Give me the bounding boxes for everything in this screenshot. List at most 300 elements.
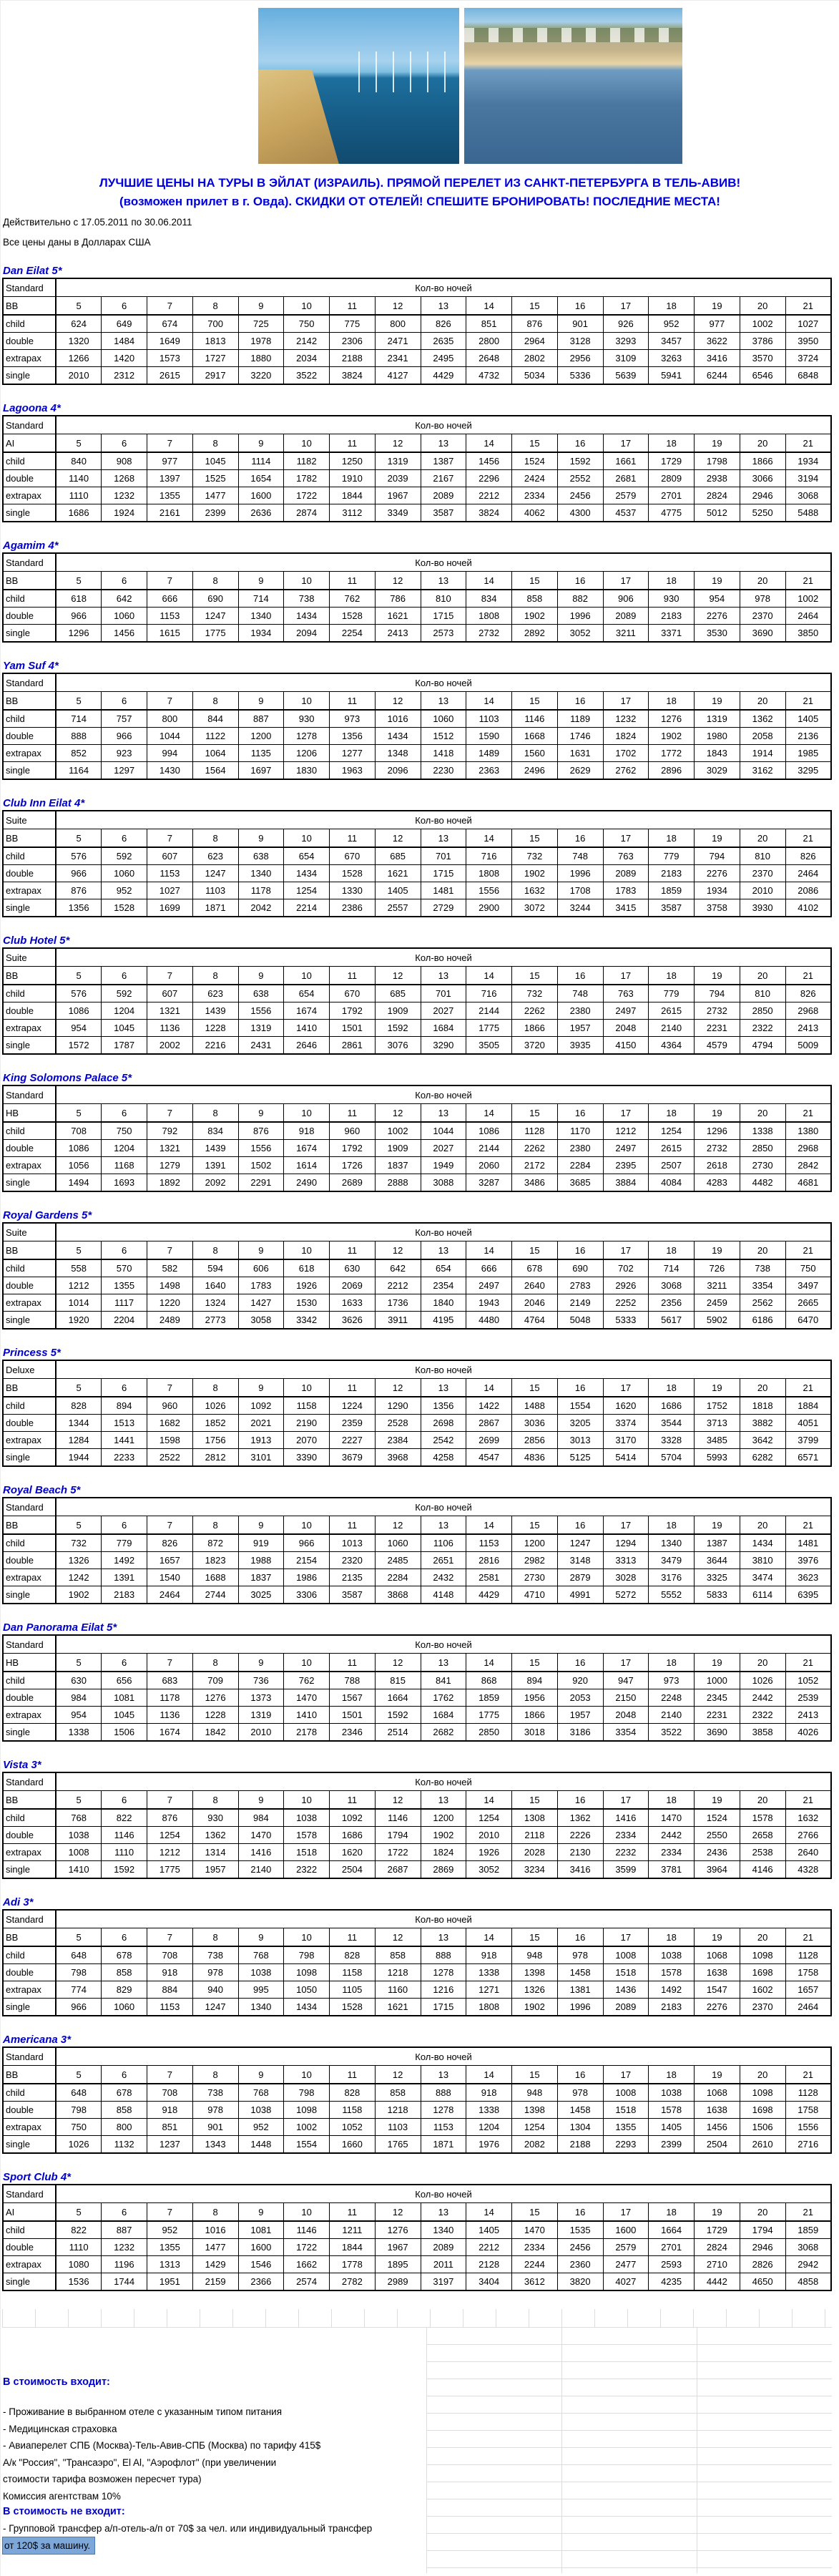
room-type-cell: Standard <box>3 1085 56 1104</box>
price-cell: 2183 <box>102 1586 147 1604</box>
night-count-cell: 8 <box>192 692 238 711</box>
price-row <box>3 847 831 865</box>
night-count-cell: 6 <box>102 1516 147 1535</box>
price-cell: 2744 <box>192 1586 238 1604</box>
price-cell: 1598 <box>147 1432 193 1449</box>
price-cell: 930 <box>284 710 330 728</box>
price-cell: 2442 <box>740 1689 785 1707</box>
row-label-cell: child <box>3 590 56 608</box>
title-line-1: ЛУЧШИЕ ЦЕНЫ НА ТУРЫ В ЭЙЛАТ (ИЗРАИЛЬ). ПРЯМОЙ ПЕРЕЛЕТ ИЗ САНКТ-ПЕТЕРБУРГА В ТЕЛЬ-АВИВ! <box>99 176 741 190</box>
price-cell: 3128 <box>557 333 603 350</box>
price-cell: 618 <box>284 1259 330 1277</box>
night-count-cell: 13 <box>421 1241 466 1260</box>
price-cell: 2489 <box>147 1312 193 1330</box>
price-cell: 592 <box>102 985 147 1002</box>
price-cell: 1944 <box>56 1449 102 1467</box>
night-count-cell: 9 <box>238 1791 284 1810</box>
price-cell: 1381 <box>557 1981 603 1999</box>
price-cell: 1746 <box>557 728 603 745</box>
price-cell: 973 <box>330 710 376 728</box>
price-table <box>2 1497 832 1604</box>
price-cell: 3457 <box>649 333 695 350</box>
price-cell: 2214 <box>284 899 330 917</box>
price-cell: 1798 <box>695 452 740 470</box>
price-cell: 2190 <box>284 1415 330 1432</box>
price-cell: 4062 <box>512 504 558 522</box>
night-count-cell: 20 <box>740 1791 785 1810</box>
night-count-cell: 5 <box>56 1654 102 1672</box>
price-cell: 1920 <box>56 1312 102 1330</box>
price-cell: 1105 <box>330 1981 376 1999</box>
board-cell: HB <box>3 1654 56 1672</box>
price-cell: 1026 <box>740 1672 785 1689</box>
night-count-cell: 7 <box>147 572 193 590</box>
nights-header-cell: Кол-во ночей <box>56 278 831 297</box>
price-cell: 1547 <box>695 1981 740 1999</box>
price-cell: 3642 <box>740 1432 785 1449</box>
price-cell: 2276 <box>695 1999 740 2016</box>
price-cell: 1391 <box>192 1157 238 1174</box>
night-count-cell: 18 <box>649 1928 695 1947</box>
price-cell: 1254 <box>466 1809 512 1827</box>
price-cell: 4858 <box>785 2273 831 2291</box>
price-cell: 1668 <box>512 728 558 745</box>
price-row <box>3 1861 831 1879</box>
price-cell: 1967 <box>375 2239 421 2256</box>
night-count-cell: 8 <box>192 1654 238 1672</box>
price-cell: 4027 <box>603 2273 649 2291</box>
price-cell: 1026 <box>192 1397 238 1415</box>
night-count-cell: 10 <box>284 1791 330 1810</box>
price-cell: 1662 <box>284 2256 330 2273</box>
price-cell: 3786 <box>740 333 785 350</box>
nights-header-cell: Кол-во ночей <box>56 1085 831 1104</box>
price-cell: 2442 <box>649 1827 695 1844</box>
night-count-cell: 16 <box>557 967 603 985</box>
price-cell: 594 <box>192 1259 238 1277</box>
night-count-cell: 21 <box>785 572 831 590</box>
price-cell: 1744 <box>102 2273 147 2291</box>
price-cell: 2640 <box>512 1277 558 1294</box>
row-label-cell: extrapax <box>3 487 56 504</box>
price-cell: 2089 <box>603 1999 649 2016</box>
night-count-cell: 8 <box>192 2066 238 2084</box>
room-header-row <box>3 416 831 434</box>
price-row <box>3 762 831 780</box>
price-cell: 1871 <box>192 899 238 917</box>
price-cell: 1284 <box>56 1432 102 1449</box>
empty-cells-grid <box>426 2327 832 2573</box>
night-count-cell: 11 <box>330 1379 376 1397</box>
night-count-cell: 6 <box>102 1791 147 1810</box>
price-cell: 1530 <box>284 1294 330 1312</box>
price-row <box>3 745 831 762</box>
price-cell: 3068 <box>649 1277 695 1294</box>
hotel-title: Dan Panorama Eilat 5* <box>3 1621 117 1634</box>
price-cell: 960 <box>330 1122 376 1140</box>
price-cell: 2495 <box>421 350 466 367</box>
price-cell: 4991 <box>557 1586 603 1604</box>
price-cell: 2233 <box>102 1449 147 1467</box>
price-cell: 1727 <box>192 350 238 367</box>
price-cell: 3371 <box>649 625 695 643</box>
price-row <box>3 1569 831 1586</box>
price-cell: 1926 <box>466 1844 512 1861</box>
night-count-cell: 6 <box>102 572 147 590</box>
row-label-cell: double <box>3 470 56 487</box>
price-row <box>3 2273 831 2291</box>
price-cell: 1439 <box>192 1140 238 1157</box>
night-count-cell: 9 <box>238 434 284 453</box>
price-cell: 1715 <box>421 1999 466 2016</box>
night-count-cell: 6 <box>102 2066 147 2084</box>
price-cell: 919 <box>238 1534 284 1552</box>
price-cell: 2046 <box>512 1294 558 1312</box>
price-table <box>2 2184 832 2291</box>
price-row <box>3 1844 831 1861</box>
price-cell: 1324 <box>192 1294 238 1312</box>
price-cell: 1957 <box>557 1020 603 1037</box>
price-cell: 3354 <box>603 1724 649 1742</box>
price-cell: 1837 <box>375 1157 421 1174</box>
night-count-cell: 18 <box>649 967 695 985</box>
price-cell: 1008 <box>603 2084 649 2102</box>
price-cell: 1957 <box>557 1707 603 1724</box>
price-cell: 1146 <box>102 1827 147 1844</box>
price-cell: 2459 <box>695 1294 740 1312</box>
price-cell: 1600 <box>238 2239 284 2256</box>
price-cell: 654 <box>421 1259 466 1277</box>
row-label-cell: child <box>3 847 56 865</box>
price-cell: 1254 <box>512 2119 558 2136</box>
excludes-list <box>3 2520 446 2554</box>
hotel-section <box>1 2033 839 2154</box>
price-cell: 2629 <box>557 762 603 780</box>
price-cell: 1136 <box>147 1707 193 1724</box>
price-cell: 2900 <box>466 899 512 917</box>
price-row <box>3 1724 831 1742</box>
price-cell: 3290 <box>421 1037 466 1055</box>
price-cell: 1600 <box>238 487 284 504</box>
price-cell: 1326 <box>56 1552 102 1569</box>
price-cell: 978 <box>740 590 785 608</box>
room-header-row <box>3 1085 831 1104</box>
night-count-cell: 15 <box>512 1241 558 1260</box>
price-cell: 3758 <box>695 899 740 917</box>
price-cell: 2861 <box>330 1037 376 1055</box>
price-cell: 1086 <box>466 1122 512 1140</box>
price-cell: 1355 <box>102 1277 147 1294</box>
night-count-cell: 7 <box>147 1654 193 1672</box>
price-row <box>3 625 831 643</box>
price-cell: 2850 <box>740 1002 785 1020</box>
footer-line <box>3 2537 446 2555</box>
night-count-cell: 14 <box>466 1241 512 1260</box>
price-cell: 2345 <box>695 1689 740 1707</box>
night-count-cell: 13 <box>421 967 466 985</box>
night-count-cell: 6 <box>102 1928 147 1947</box>
night-count-cell: 18 <box>649 1654 695 1672</box>
price-cell: 1434 <box>284 608 330 625</box>
price-cell: 1319 <box>695 710 740 728</box>
night-count-cell: 18 <box>649 1379 695 1397</box>
board-cell: BB <box>3 572 56 590</box>
night-count-cell: 16 <box>557 1104 603 1123</box>
price-cell: 1794 <box>375 1827 421 1844</box>
price-cell: 1343 <box>192 2136 238 2154</box>
price-cell: 1294 <box>603 1534 649 1552</box>
price-cell: 4102 <box>785 899 831 917</box>
night-count-cell: 17 <box>603 1104 649 1123</box>
price-row <box>3 2102 831 2119</box>
price-cell: 858 <box>375 1946 421 1964</box>
price-cell: 1902 <box>649 728 695 745</box>
room-type-cell: Standard <box>3 1910 56 1928</box>
price-cell: 1621 <box>375 1999 421 2016</box>
price-cell: 1098 <box>284 1964 330 1981</box>
price-cell: 3570 <box>740 350 785 367</box>
night-count-cell: 7 <box>147 297 193 316</box>
night-count-cell: 14 <box>466 1379 512 1397</box>
price-cell: 810 <box>740 985 785 1002</box>
price-cell: 2010 <box>740 882 785 899</box>
night-count-cell: 15 <box>512 692 558 711</box>
price-cell: 1321 <box>147 1140 193 1157</box>
price-cell: 2497 <box>603 1002 649 1020</box>
price-cell: 1196 <box>102 2256 147 2273</box>
night-count-cell: 8 <box>192 829 238 848</box>
price-cell: 2809 <box>649 470 695 487</box>
price-cell: 2477 <box>603 2256 649 2273</box>
night-count-cell: 20 <box>740 692 785 711</box>
price-cell: 1702 <box>603 745 649 762</box>
price-cell: 1762 <box>421 1689 466 1707</box>
price-cell: 2380 <box>557 1002 603 1020</box>
price-cell: 3234 <box>512 1861 558 1879</box>
price-cell: 4283 <box>695 1174 740 1192</box>
price-cell: 2002 <box>147 1037 193 1055</box>
price-cell: 1578 <box>649 2102 695 2119</box>
price-cell: 1132 <box>102 2136 147 2154</box>
price-cell: 1824 <box>421 1844 466 1861</box>
night-count-cell: 21 <box>785 1241 831 1260</box>
price-cell: 1398 <box>512 2102 558 2119</box>
price-cell: 1492 <box>649 1981 695 1999</box>
price-cell: 1200 <box>238 728 284 745</box>
price-cell: 1698 <box>740 2102 785 2119</box>
price-cell: 2562 <box>740 1294 785 1312</box>
price-cell: 930 <box>192 1809 238 1827</box>
price-cell: 3109 <box>603 350 649 367</box>
night-count-cell: 9 <box>238 967 284 985</box>
price-cell: 1278 <box>284 728 330 745</box>
price-cell: 2842 <box>785 1157 831 1174</box>
night-count-cell: 17 <box>603 1928 649 1947</box>
price-cell: 2730 <box>512 1569 558 1586</box>
night-count-cell: 9 <box>238 829 284 848</box>
price-cell: 3170 <box>603 1432 649 1449</box>
price-cell: 2732 <box>466 625 512 643</box>
row-label-cell: single <box>3 367 56 385</box>
row-label-cell: extrapax <box>3 1844 56 1861</box>
nights-header-cell: Кол-во ночей <box>56 1360 831 1379</box>
price-cell: 2730 <box>740 1157 785 1174</box>
night-count-cell: 12 <box>375 1241 421 1260</box>
price-cell: 2698 <box>421 1415 466 1432</box>
page-title <box>1 174 839 211</box>
price-cell: 3486 <box>512 1174 558 1192</box>
price-row <box>3 1981 831 1999</box>
price-cell: 1957 <box>192 1861 238 1879</box>
price-cell: 3626 <box>330 1312 376 1330</box>
price-cell: 1308 <box>512 1809 558 1827</box>
price-cell: 2276 <box>695 865 740 882</box>
footer-line: стоимости тарифа возможен пересчет тура) <box>3 2474 202 2484</box>
room-header-row <box>3 278 831 297</box>
price-cell: 1489 <box>466 745 512 762</box>
nights-header-cell: Кол-во ночей <box>56 2185 831 2203</box>
night-count-cell: 8 <box>192 1241 238 1260</box>
board-cell: BB <box>3 692 56 711</box>
price-cell: 2964 <box>512 333 558 350</box>
price-cell: 678 <box>512 1259 558 1277</box>
night-count-cell: 18 <box>649 434 695 453</box>
night-count-cell: 9 <box>238 692 284 711</box>
price-cell: 2579 <box>603 2239 649 2256</box>
price-cell: 2128 <box>466 2256 512 2273</box>
board-row <box>3 1379 831 1397</box>
price-cell: 3530 <box>695 625 740 643</box>
room-type-cell: Suite <box>3 811 56 829</box>
price-cell: 1824 <box>603 728 649 745</box>
price-cell: 2782 <box>330 2273 376 2291</box>
night-count-cell: 9 <box>238 297 284 316</box>
price-cell: 798 <box>284 2084 330 2102</box>
beach-photo <box>464 8 682 164</box>
price-row <box>3 1020 831 1037</box>
price-cell: 3623 <box>785 1569 831 1586</box>
price-cell: 1638 <box>695 1964 740 1981</box>
board-row <box>3 1241 831 1260</box>
price-cell: 775 <box>330 315 376 333</box>
night-count-cell: 16 <box>557 434 603 453</box>
price-cell: 1212 <box>603 1122 649 1140</box>
price-cell: 851 <box>147 2119 193 2136</box>
hotel-title: Royal Beach 5* <box>3 1484 81 1496</box>
price-cell: 1792 <box>330 1002 376 1020</box>
price-cell: 940 <box>192 1981 238 1999</box>
price-cell: 1528 <box>330 865 376 882</box>
price-cell: 1871 <box>421 2136 466 2154</box>
price-cell: 1056 <box>56 1157 102 1174</box>
price-cell: 1470 <box>649 1809 695 1827</box>
row-label-cell: double <box>3 1827 56 1844</box>
price-cell: 1320 <box>56 333 102 350</box>
price-cell: 2027 <box>421 1002 466 1020</box>
price-cell: 1410 <box>284 1020 330 1037</box>
price-cell: 1722 <box>375 1844 421 1861</box>
row-label-cell: double <box>3 2239 56 2256</box>
hotel-title: Princess 5* <box>3 1347 61 1359</box>
price-cell: 4681 <box>785 1174 831 1192</box>
price-cell: 876 <box>56 882 102 899</box>
price-cell: 757 <box>102 710 147 728</box>
price-cell: 3522 <box>284 367 330 385</box>
price-cell: 1535 <box>557 2221 603 2239</box>
price-cell: 1902 <box>56 1586 102 1604</box>
night-count-cell: 17 <box>603 829 649 848</box>
board-row <box>3 1654 831 1672</box>
price-cell: 606 <box>238 1259 284 1277</box>
price-cell: 1135 <box>238 745 284 762</box>
price-cell: 1002 <box>375 1122 421 1140</box>
hotel-section <box>1 934 839 1055</box>
price-cell: 3354 <box>740 1277 785 1294</box>
hotel-title: Vista 3* <box>3 1759 41 1771</box>
price-cell: 3416 <box>695 350 740 367</box>
price-cell: 829 <box>102 1981 147 1999</box>
price-cell: 1458 <box>557 2102 603 2119</box>
price-cell: 1216 <box>421 1981 466 1999</box>
price-cell: 3176 <box>649 1569 695 1586</box>
price-cell: 3068 <box>785 487 831 504</box>
price-cell: 2039 <box>375 470 421 487</box>
price-cell: 4429 <box>466 1586 512 1604</box>
night-count-cell: 11 <box>330 967 376 985</box>
price-cell: 1356 <box>56 899 102 917</box>
night-count-cell: 16 <box>557 2066 603 2084</box>
board-row <box>3 1791 831 1810</box>
row-label-cell: child <box>3 1534 56 1552</box>
price-cell: 1693 <box>102 1174 147 1192</box>
price-cell: 1405 <box>375 882 421 899</box>
price-cell: 2471 <box>375 333 421 350</box>
footer-line: - Медицинская страховка <box>3 2423 117 2434</box>
price-cell: 3622 <box>695 333 740 350</box>
night-count-cell: 20 <box>740 1516 785 1535</box>
price-cell: 2658 <box>740 1827 785 1844</box>
price-cell: 2140 <box>649 1707 695 1724</box>
board-cell: BB <box>3 297 56 316</box>
room-type-cell: Suite <box>3 948 56 967</box>
night-count-cell: 14 <box>466 829 512 848</box>
price-cell: 1914 <box>740 745 785 762</box>
price-cell: 1355 <box>147 2239 193 2256</box>
price-cell: 3544 <box>649 1415 695 1432</box>
price-cell: 2363 <box>466 762 512 780</box>
price-cell: 3194 <box>785 470 831 487</box>
price-cell: 3287 <box>466 1174 512 1192</box>
price-cell: 4127 <box>375 367 421 385</box>
price-cell: 3101 <box>238 1449 284 1467</box>
night-count-cell: 7 <box>147 1379 193 1397</box>
price-row <box>3 1157 831 1174</box>
night-count-cell: 11 <box>330 1104 376 1123</box>
night-count-cell: 12 <box>375 1379 421 1397</box>
price-cell: 858 <box>102 1964 147 1981</box>
night-count-cell: 6 <box>102 297 147 316</box>
price-cell: 1266 <box>56 350 102 367</box>
price-cell: 1206 <box>284 745 330 762</box>
price-cell: 3644 <box>695 1552 740 1569</box>
price-cell: 2231 <box>695 1707 740 1724</box>
price-cell: 1951 <box>147 2273 193 2291</box>
board-cell: BB <box>3 1516 56 1535</box>
price-row <box>3 2136 831 2154</box>
night-count-cell: 14 <box>466 2203 512 2222</box>
night-count-cell: 7 <box>147 1104 193 1123</box>
price-cell: 2464 <box>785 1999 831 2016</box>
